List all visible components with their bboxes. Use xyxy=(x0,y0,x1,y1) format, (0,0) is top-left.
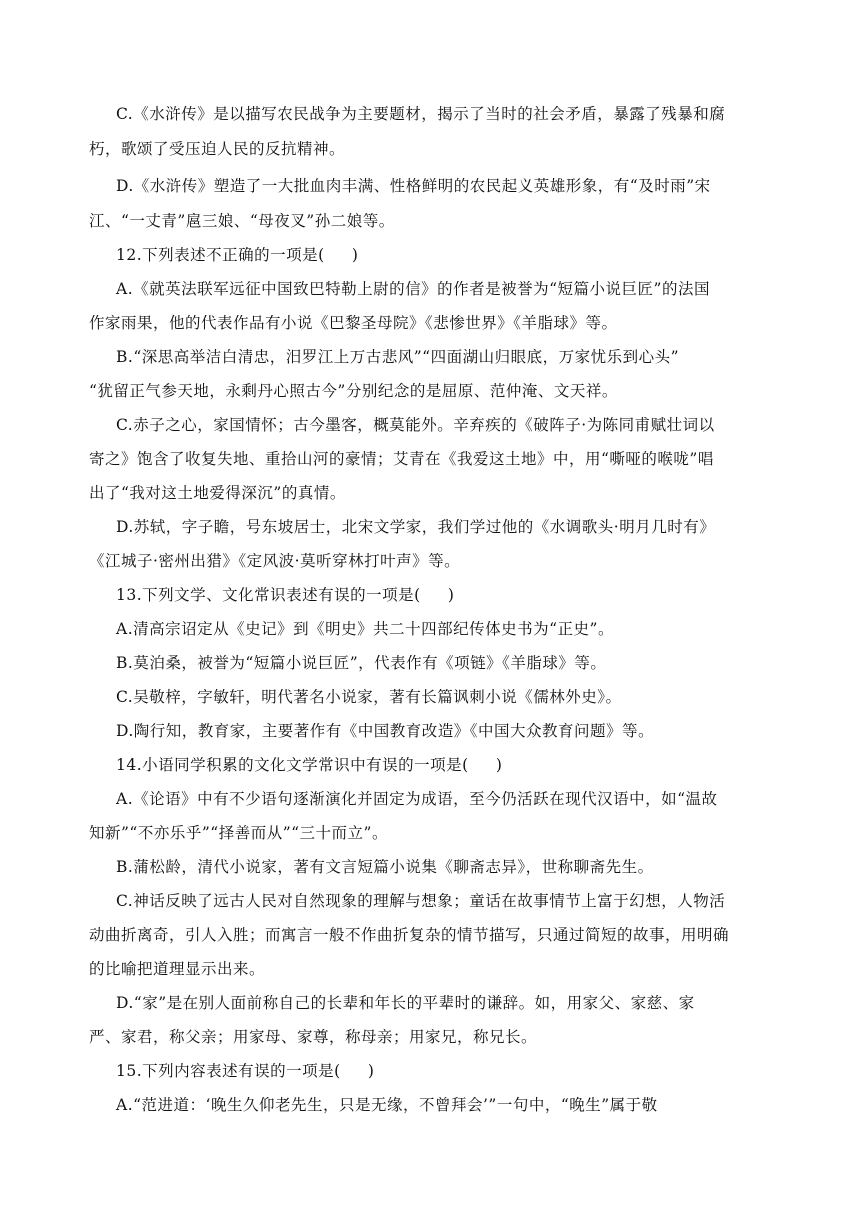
q12-a-line-1: A.《就英法联军远征中国致巴特勒上尉的信》的作者是被誉为“短篇小说巨匠”的法国 xyxy=(116,280,710,298)
q14-c-line-3: 的比喻把道理显示出来。 xyxy=(89,960,266,978)
question-15: 15.下列内容表述有误的一项是( ) xyxy=(116,1062,375,1080)
q13-a: A.清高宗诏定从《史记》到《明史》共二十四部纪传体史书为“正史”。 xyxy=(116,620,614,638)
q12-c-line-2: 寄之》饱含了收复失地、重拾山河的豪情；艾青在《我爱这土地》中，用“嘶哑的喉咙”唱 xyxy=(89,450,714,468)
q14-a-line-1: A.《论语》中有不少语句逐渐演化并固定为成语，至今仍活跃在现代汉语中，如“温故 xyxy=(116,790,718,808)
q13-d: D.陶行知，教育家，主要著作有《中国教育改造》《中国大众教育问题》等。 xyxy=(116,722,655,740)
q15-a-line-1: A.“范进道：‘晚生久仰老先生，只是无缘，不曾拜会’”一句中，“晚生”属于敬 xyxy=(116,1096,658,1114)
q12-b-line-2: “犹留正气参天地，永剩丹心照古今”分别纪念的是屈原、范仲淹、文天祥。 xyxy=(89,382,618,400)
q13-b: B.莫泊桑，被誉为“短篇小说巨匠”，代表作有《项链》《羊脂球》等。 xyxy=(116,654,607,672)
q14-b: B.蒲松龄，清代小说家，著有文言短篇小说集《聊斋志异》，世称聊斋先生。 xyxy=(116,858,654,876)
q14-d-line-1: D.“家”是在别人面前称自己的长辈和年长的平辈时的谦辞。如，用家父、家慈、家 xyxy=(116,994,695,1012)
q12-d-line-1: D.苏轼，字子瞻，号东坡居士，北宋文学家，我们学过他的《水调歌头·明月几时有》 xyxy=(116,518,716,536)
option-c-line-2: 朽，歌颂了受压迫人民的反抗精神。 xyxy=(89,140,346,158)
q14-d-line-2: 严、家君，称父亲；用家母、家尊，称母亲；用家兄，称兄长。 xyxy=(89,1028,538,1046)
question-13: 13.下列文学、文化常识表述有误的一项是( ) xyxy=(116,586,455,604)
question-14: 14.小语同学积累的文化文学常识中有误的一项是( ) xyxy=(116,756,503,774)
q12-c-line-1: C.赤子之心，家国情怀；古今墨客，概莫能外。辛弃疾的《破阵子·为陈同甫赋壮词以 xyxy=(116,416,715,434)
option-c-line-1: C.《水浒传》是以描写农民战争为主要题材，揭示了当时的社会矛盾，暴露了残暴和腐 xyxy=(116,105,726,123)
question-12: 12.下列表述不正确的一项是( ) xyxy=(116,246,359,264)
option-d-line-2: 江、“一丈青”扈三娘、“母夜叉”孙二娘等。 xyxy=(89,212,395,230)
q12-a-line-2: 作家雨果，他的代表作品有小说《巴黎圣母院》《悲惨世界》《羊脂球》等。 xyxy=(89,314,618,332)
q13-c: C.吴敬梓，字敏轩，明代著名小说家，著有长篇讽刺小说《儒林外史》。 xyxy=(116,688,622,706)
q12-d-line-2: 《江城子·密州出猎》《定风波·莫听穿林打叶声》等。 xyxy=(89,552,461,570)
q12-b-line-1: B.“深思高举洁白清忠，汨罗江上万古悲风”“四面湖山归眼底，万家忧乐到心头” xyxy=(116,348,680,366)
option-d-line-1: D.《水浒传》塑造了一大批血肉丰满、性格鲜明的农民起义英雄形象，有“及时雨”宋 xyxy=(116,177,711,195)
q12-c-line-3: 出了“我对这土地爱得深沉”的真情。 xyxy=(89,484,346,502)
q14-a-line-2: 知新”“不亦乐乎”“择善而从”“三十而立”。 xyxy=(89,824,388,842)
q14-c-line-2: 动曲折离奇，引人入胜；而寓言一般不作曲折复杂的情节描写，只通过简短的故事，用明确 xyxy=(89,926,730,944)
q14-c-line-1: C.神话反映了远古人民对自然现象的理解与想象；童话在故事情节上富于幻想，人物活 xyxy=(116,892,726,910)
